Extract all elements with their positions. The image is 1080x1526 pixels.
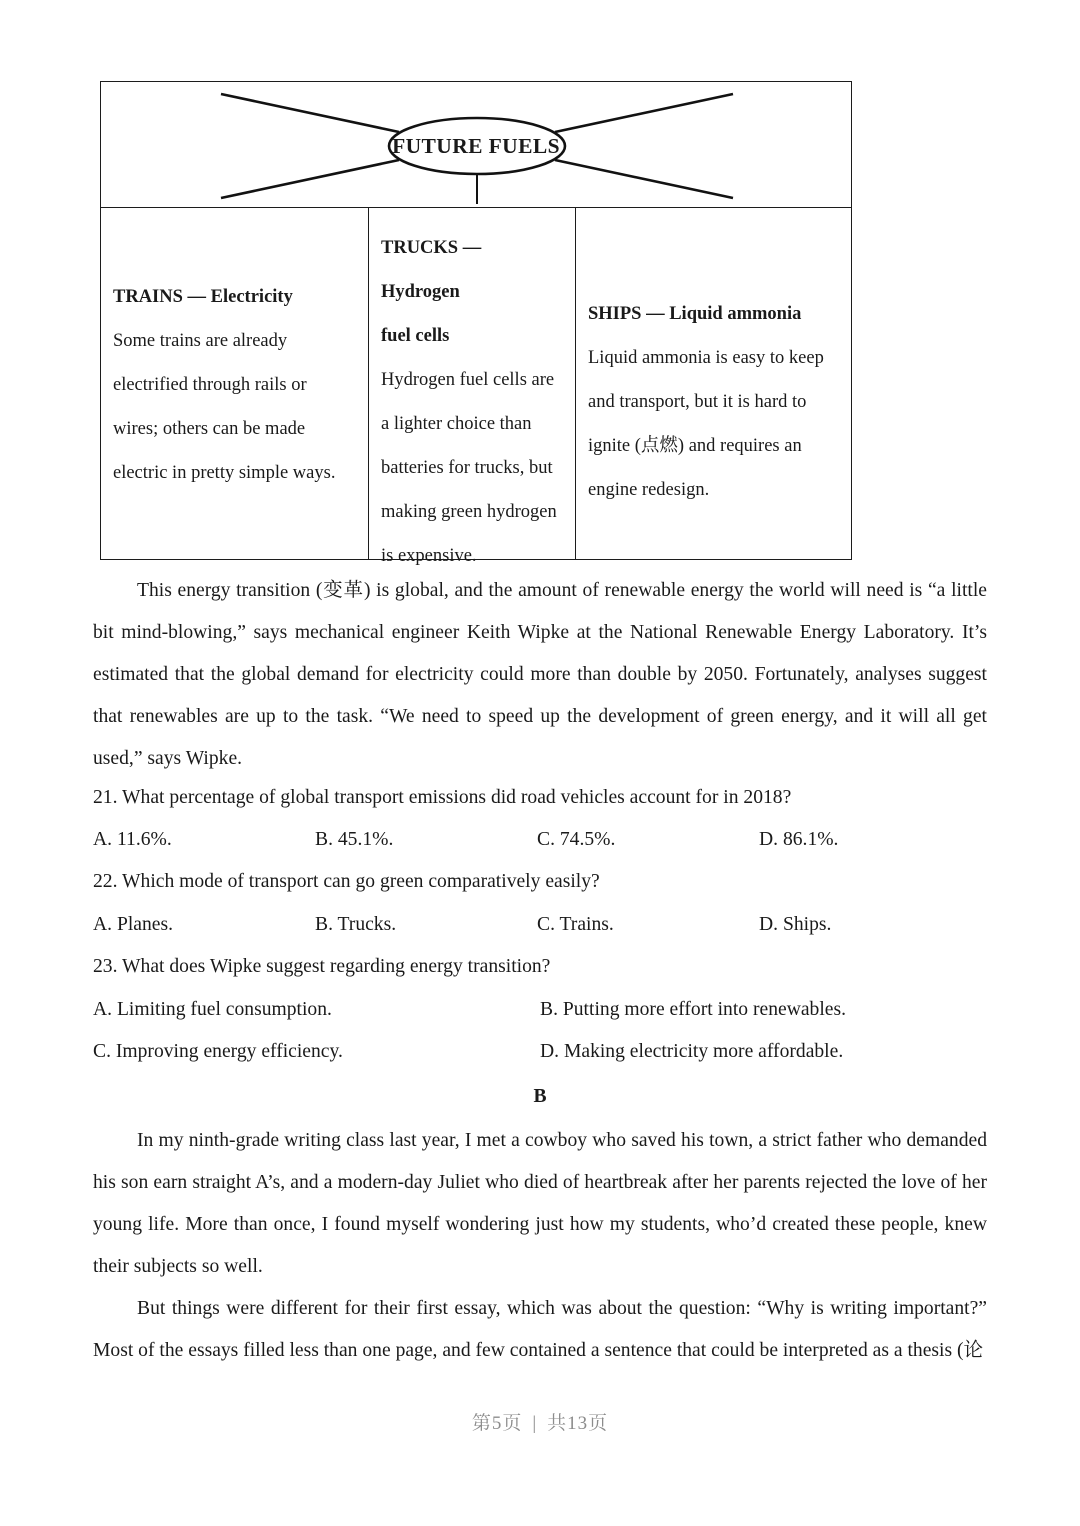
diagram-column-trucks [369,208,576,566]
question-22-options [93,904,987,946]
section-b-paragraph-1: In my ninth-grade writing class last year, I met a cowboy who saved his town, a strict father who demanded his son earn straight A’s, and a modern-day Juliet who died of heartbreak after her parents rejected the love of her young life. More than once, I found myself wondering just how my students, who’d created these people, knew their subjects so well. [93,1130,987,1277]
question-21-option-d[interactable]: D. 86.1%. [759,829,839,850]
question-21-option-b[interactable]: B. 45.1%. [315,829,394,850]
question-23-option-c[interactable]: C. Improving energy efficiency. [93,1041,343,1062]
question-22-option-c[interactable]: C. Trains. [537,914,614,935]
question-23-options-row-1 [93,989,987,1031]
question-21-option-c[interactable]: C. 74.5%. [537,829,616,850]
future-fuels-diagram [100,81,852,566]
spoke-lines-graphic [101,82,851,208]
question-22-option-d[interactable]: D. Ships. [759,914,832,935]
question-23-option-d[interactable]: D. Making electricity more affordable. [540,1041,844,1062]
trucks-heading-line-2: Hydrogen [381,282,460,302]
footer-separator: | [532,1413,538,1434]
diagram-center-label: FUTURE FUELS [392,134,560,158]
question-23-option-b[interactable]: B. Putting more effort into renewables. [540,999,846,1020]
section-b-label: B [533,1086,547,1107]
trucks-heading-line-1: TRUCKS — [381,238,482,258]
trains-heading: TRAINS — Electricity [113,286,293,307]
question-22-stem: 22. Which mode of transport can go green comparatively easily? [93,871,600,892]
page-footer [0,1408,1080,1435]
passage-a-paragraph: This energy transition (变革) is global, and the amount of renewable energy the world will need is “a little bit mind-blowing,” says mechanical engineer Keith Wipke at the National Renewable Energy Laboratory. It’s estimated that the global demand for electricity could more than double by 2050. Fortunately, analyses suggest that renewables are up to the task. “We need to speed up the development of green energy, and it will all get used,” says Wipke. [93,580,987,769]
section-b-paragraph-2: But things were different for their first essay, which was about the question: “Why is writing important?” Most of the essays filled less than one page, and few contained a sentence that could be interpreted as a thesis (论 [93,1298,987,1361]
question-23-options-row-2 [93,1031,987,1073]
question-23-option-a[interactable]: A. Limiting fuel consumption. [93,999,332,1020]
trucks-heading-line-3: fuel cells [381,326,450,346]
question-22-option-b[interactable]: B. Trucks. [315,914,397,935]
diagram-column-ships [576,208,851,559]
trains-body: Some trains are already electrified through rails or wires; others can be made electric in pretty simple ways. [113,330,336,483]
diagram-header-cell [101,82,851,208]
question-21-option-a[interactable]: A. 11.6%. [93,829,172,850]
diagram-column-trains [101,208,369,559]
footer-total-pages: 共13页 [547,1413,609,1434]
footer-current-page: 第5页 [471,1413,523,1434]
diagram-columns [101,208,851,566]
question-23-stem: 23. What does Wipke suggest regarding energy transition? [93,956,551,977]
question-21-stem: 21. What percentage of global transport emissions did road vehicles account for in 2018? [93,787,792,808]
ships-heading: SHIPS — Liquid ammonia [588,304,802,324]
trucks-body: Hydrogen fuel cells are a lighter choice than batteries for trucks, but making green hydrogen is expensive. [381,370,557,566]
question-22-option-a[interactable]: A. Planes. [93,914,174,935]
ships-body: Liquid ammonia is easy to keep and transport, but it is hard to ignite (点燃) and requires an engine redesign. [588,348,824,500]
question-21-options [93,819,987,861]
